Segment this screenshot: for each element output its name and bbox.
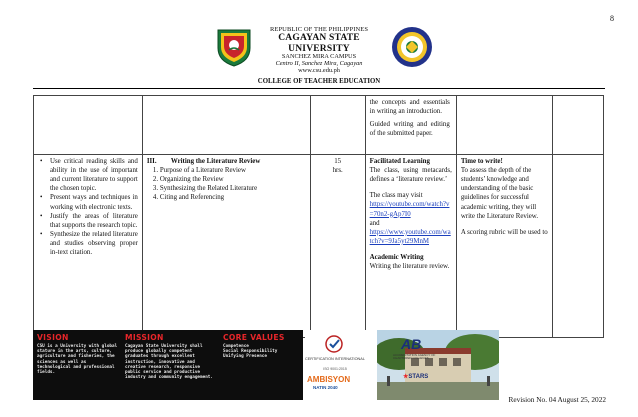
university-seal-logo [213, 26, 255, 68]
objectives-list [38, 157, 138, 257]
activity-text: The class, using metacards, defines a ‘literature review.’ [369, 167, 452, 184]
mission-title: MISSION [125, 333, 164, 342]
republic-label: REPUBLIC OF THE PHILIPPINES [269, 26, 369, 33]
campus-address: Centro II, Sanchez Mira, Cagayan [275, 59, 363, 67]
objectives-cell [34, 155, 143, 338]
ambisyon-sub: NATIN 2040 [313, 385, 338, 390]
core-values-title: CORE VALUES [223, 333, 285, 342]
activity-heading: Academic Writing [369, 253, 424, 261]
activity-line: the concepts and essentials in writing an introduction. [369, 99, 450, 116]
hours-value: 15 [334, 158, 342, 165]
list-item: 1. Purpose of a Literature Review [160, 166, 306, 175]
assessment-heading: Time to write! [460, 158, 503, 165]
certification-logo [319, 335, 349, 357]
topic-heading: III. Writing the Literature Review [146, 158, 261, 165]
list-item: • Justify the areas of literature that supports the research topic. [40, 212, 138, 229]
certification-badges [305, 330, 377, 400]
table-cell-empty [34, 96, 143, 155]
aaccup-label: ACCREDITATION AGENCY OF CHARTERED COLLEGES [393, 353, 436, 361]
university-name: CAGAYAN STATE UNIVERSITY [278, 33, 360, 54]
accreditation-badges [393, 330, 445, 400]
core-values-text: Competence Social Responsibility Unifying Presence [223, 344, 278, 360]
table-cell-empty [142, 96, 310, 155]
course-plan-table [33, 95, 604, 338]
list-item: • Present ways and techniques in working with electronic texts. [40, 194, 138, 211]
assessment-cell [456, 155, 552, 338]
topic-list [147, 166, 306, 202]
header-divider [33, 88, 605, 89]
activity-text: Writing the literature review. [369, 263, 450, 271]
list-item: • Synthesize the related literature and studies observing proper in-text citation. [40, 230, 138, 257]
table-row [34, 96, 604, 155]
university-website: www.csu.edu.ph [298, 66, 340, 74]
hours-unit: hrs. [332, 167, 343, 175]
star-icon: ★ [403, 374, 409, 380]
page-number: 8 [610, 14, 614, 23]
assessment-text: To assess the depth of the students’ knowledge and understanding of the basic guidelines for successful academic writing, they will write the Literature Review. [460, 167, 539, 220]
footer-banner [33, 330, 606, 400]
activity-visit-text: The class may visit [369, 192, 423, 200]
list-item: 3. Synthesizing the Related Literature [160, 184, 306, 193]
activity-continuation-cell [365, 96, 456, 155]
table-cell-empty [553, 155, 604, 338]
revision-label: Revision No. 04 August 25, 2022 [508, 395, 606, 404]
vision-text: CSU is a University with global stature in the arts, culture, agriculture and fisheries, the sciences as well as technological and professional fields. [37, 344, 118, 376]
aaccup-logo: AB [401, 336, 422, 352]
hours-cell [310, 155, 365, 338]
table-cell-empty [553, 96, 604, 155]
campus-name: SANCHEZ MIRA CAMPUS [281, 53, 357, 61]
video-link[interactable]: https://youtube.com/watch?v=70n2-gAp7I0 [369, 201, 450, 218]
campus-seal-logo [391, 26, 433, 68]
list-item: • Use critical reading skills and ability in the use of important and current literature to support the chosen topic. [40, 158, 138, 193]
page-header [0, 26, 638, 76]
iso-label: ISO 9001:2015 [323, 367, 347, 371]
and-text: and [369, 219, 380, 227]
topic-cell [142, 155, 310, 338]
vision-title: VISION [37, 333, 69, 342]
activities-cell [365, 155, 456, 338]
vmv-panel [33, 330, 303, 400]
table-row [34, 155, 604, 338]
assessment-text: A scoring rubric will be used to [460, 228, 548, 236]
video-link[interactable]: https://www.youtube.com/watch?v=9Ja5yt29MnM [369, 228, 451, 245]
college-name: COLLEGE OF TEACHER EDUCATION [257, 78, 381, 85]
stars-logo: ★STARS [403, 374, 429, 380]
table-cell-empty [310, 96, 365, 155]
ambisyon-logo: AMBISYON [307, 375, 351, 384]
activity-heading: Facilitated Learning [369, 158, 430, 165]
certification-label: CERTIFICATION INTERNATIONAL [305, 357, 365, 361]
table-cell-empty [456, 96, 552, 155]
list-item: 4. Citing and Referencing [160, 193, 306, 202]
mission-text: Cagayan State University shall produce globally competent graduates through excellent instruction, innovative and creative research, responsive public service and productive industry and community engagement. [125, 344, 213, 381]
list-item: 2. Organizing the Review [160, 175, 306, 184]
activity-line: Guided writing and editing of the submitted paper. [369, 121, 450, 138]
